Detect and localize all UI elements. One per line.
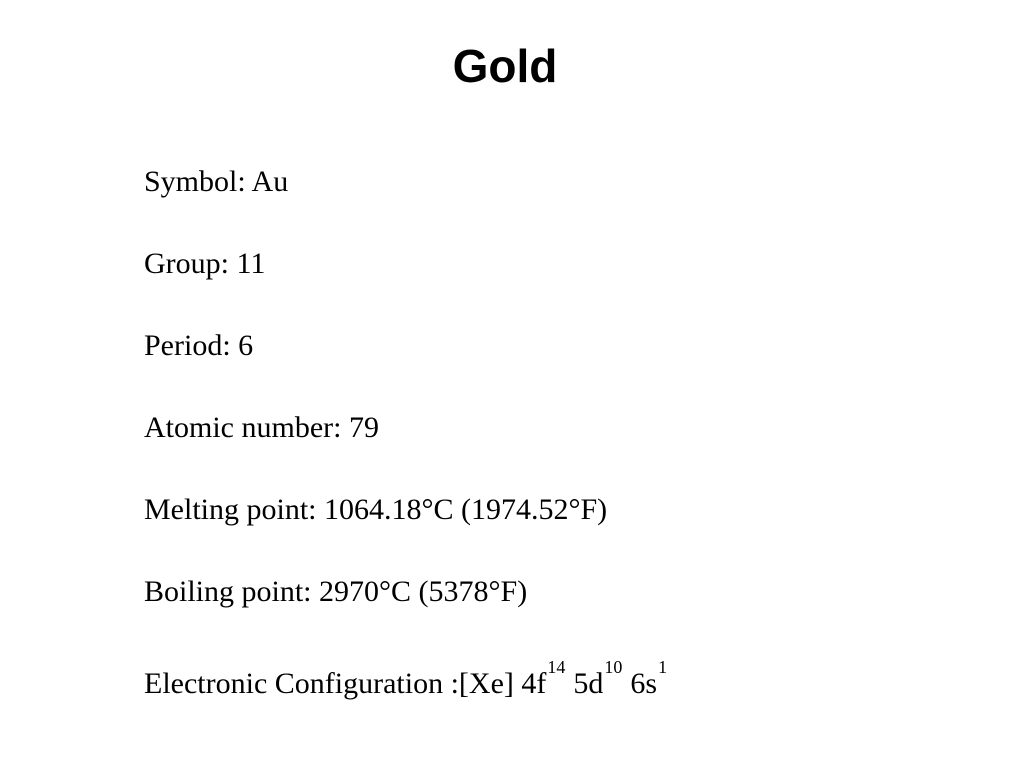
orbital-label: 5d — [573, 667, 604, 700]
melting-point-line: Melting point: 1064.18°C (1974.52°F) — [144, 493, 608, 526]
orbital-label: 4f — [521, 667, 547, 700]
orbital-exponent: 14 — [547, 657, 566, 677]
symbol-line: Symbol: Au — [144, 165, 289, 198]
group-line: Group: 11 — [144, 247, 266, 280]
electron-configuration-prefix: Electronic Configuration :[Xe] — [144, 667, 522, 700]
boiling-point-line: Boiling point: 2970°C (5378°F) — [144, 575, 528, 608]
orbital-exponent: 1 — [658, 657, 668, 677]
orbital-5d — [573, 657, 623, 700]
atomic-number-line: Atomic number: 79 — [144, 411, 379, 444]
electron-configuration-line — [144, 657, 668, 705]
slide-title: Gold — [452, 40, 558, 92]
orbital-exponent: 10 — [604, 657, 623, 677]
orbital-label: 6s — [630, 667, 658, 700]
orbital-4f — [521, 657, 566, 700]
orbital-6s — [630, 657, 668, 700]
period-line: Period: 6 — [144, 329, 254, 362]
